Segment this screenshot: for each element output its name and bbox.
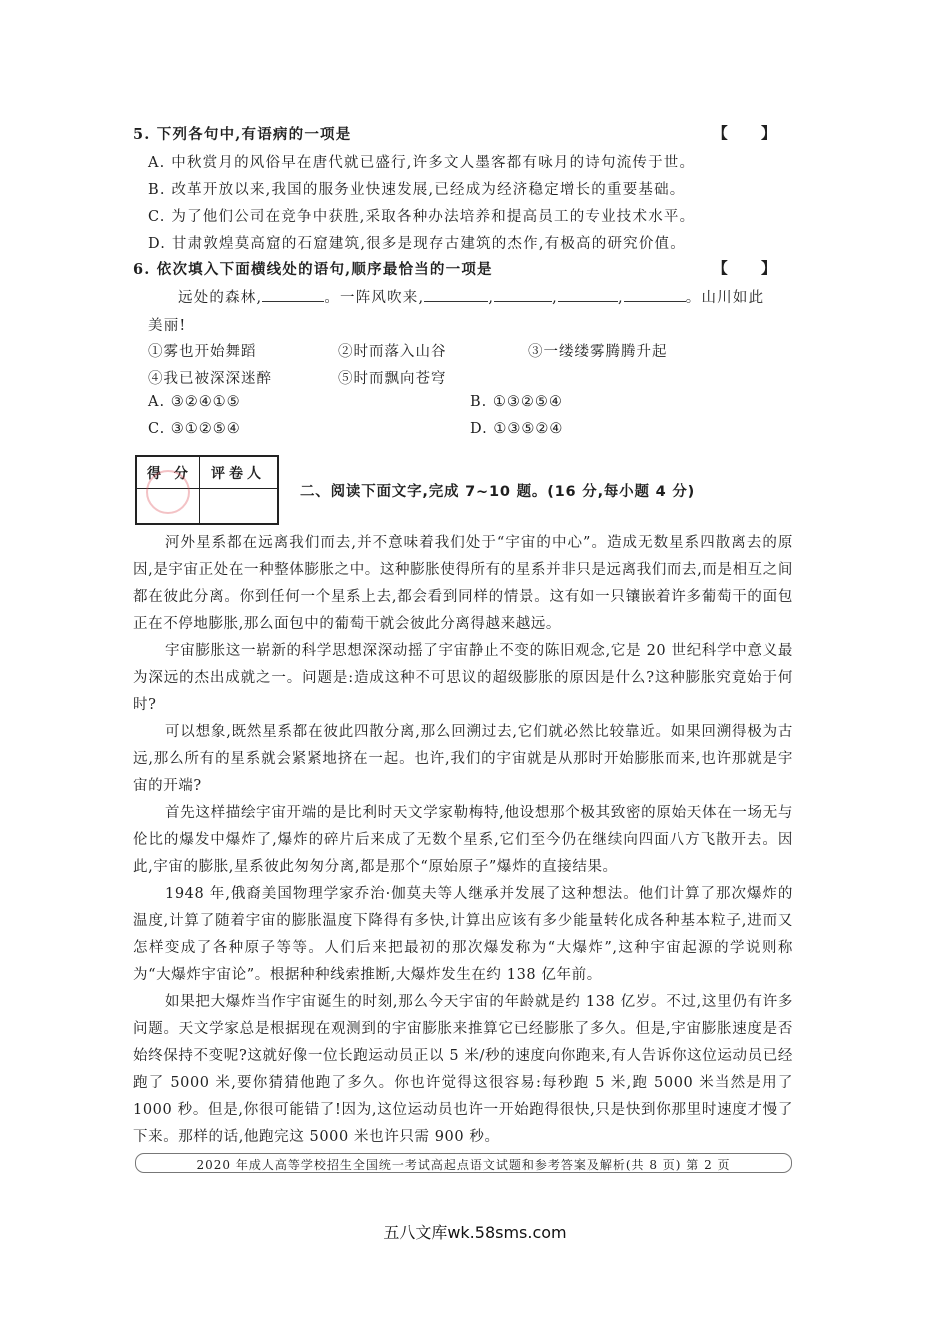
score-box-divider: [199, 457, 200, 523]
q6-answer-bracket: 【 】: [712, 259, 790, 277]
q5-option-d: D. 甘肃敦煌莫高窟的石窟建筑,很多是现存古建筑的杰作,有极高的研究价值。: [148, 236, 686, 252]
q6-item-3: ③一缕缕雾腾腾升起: [528, 344, 668, 360]
q6-item-5: ⑤时而飘向苍穹: [338, 371, 447, 387]
q5-option-b: B. 改革开放以来,我国的服务业快速发展,已经成为经济稳定增长的重要基础。: [148, 182, 686, 198]
q6-choice-c: C. ③①②⑤④: [148, 421, 241, 437]
q6-item-4: ④我已被深深迷醉: [148, 371, 272, 387]
fill-blank: [424, 289, 488, 302]
q5-option-c: C. 为了他们公司在竞争中获胜,采取各种办法培养和提高员工的专业技术水平。: [148, 209, 696, 225]
passage-paragraph: 如果把大爆炸当作宇宙诞生的时刻,那么今天宇宙的年龄就是约 138 亿岁。不过,这里仍有许多问题。天文学家总是根据现在观测到的宇宙膨胀来推算它已经膨胀了多久。但是,宇宙膨胀速度是否始终保持不变呢?这就好像一位长跑运动员正以 5 米/秒的速度向你跑来,有人告诉你这位运动员已经跑了 5000 米,要你猜猜他跑了多久。你也许觉得这很容易:每秒跑 5 米,跑 5000 米当然是用了 1000 秒。但是,你很可能错了!因为,这位运动员也许一开始跑得很快,只是快到你那里时速度才慢了下来。那样的话,他跑完这 5000 米也许只需 900 秒。: [133, 994, 793, 1145]
section-2-title: 二、阅读下面文字,完成 7~10 题。(16 分,每小题 4 分): [300, 484, 696, 500]
q5-answer-bracket: 【 】: [712, 124, 790, 142]
q6-choice-d: D. ①③⑤②④: [470, 421, 564, 437]
q6-item-1: ①雾也开始舞蹈: [148, 344, 257, 360]
site-watermark: 五八文库wk.58sms.com: [383, 1223, 567, 1242]
page-footer: [135, 1153, 792, 1173]
q5-option-a: A. 中秋赏月的风俗早在唐代就已盛行,许多文人墨客都有咏月的诗句流传于世。: [148, 155, 696, 171]
q6-sentence-cont: 美丽!: [148, 318, 187, 334]
reading-passage: [133, 530, 793, 1151]
passage-paragraph: 可以想象,既然星系都在彼此四散分离,那么回溯过去,它们就必然比较靠近。如果回溯得极为古远,那么所有的星系就会紧紧地挤在一起。也许,我们的宇宙就是从那时开始膨胀而来,也许那就是宇宙的开端?: [133, 724, 793, 794]
q6-stem: 6. 依次填入下面横线处的语句,顺序最恰当的一项是: [133, 261, 493, 278]
q6-sentence-mid: 。一阵风吹来,: [324, 290, 425, 306]
fill-blank: [624, 289, 686, 302]
red-stamp: [146, 470, 190, 514]
q6-sentence: 远处的森林, 。一阵风吹来, , , , 。山川如此: [178, 290, 765, 306]
fill-blank: [558, 289, 618, 302]
grader-label: 评卷人: [211, 466, 265, 482]
fill-blank: [494, 289, 552, 302]
passage-paragraph: 1948 年,俄裔美国物理学家乔治·伽莫夫等人继承并发展了这种想法。他们计算了那次爆炸的温度,计算了随着宇宙的膨胀温度下降得有多快,计算出应该有多少能量转化成各种基本粒子,进而又怎样变成了各种原子等等。人们后来把最初的那次爆发称为“大爆炸”,这种宇宙起源的学说则称为“大爆炸宇宙论”。根据种种线索推断,大爆炸发生在约 138 亿年前。: [133, 886, 793, 983]
passage-paragraph: 河外星系都在远离我们而去,并不意味着我们处于“宇宙的中心”。造成无数星系四散离去的原因,是宇宙正处在一种整体膨胀之中。这种膨胀使得所有的星系并非只是远离我们而去,而是相互之间都在彼此分离。你到任何一个星系上去,都会看到同样的情景。这有如一只镶嵌着许多葡萄干的面包正在不停地膨胀,那么面包中的葡萄干就会彼此分离得越来越远。: [133, 535, 793, 632]
fill-blank: [262, 289, 324, 302]
score-label: 得 分: [147, 466, 192, 482]
q6-item-2: ②时而落入山谷: [338, 344, 447, 360]
q6-sentence-start: 远处的森林,: [178, 290, 263, 306]
q5-stem: 5. 下列各句中,有语病的一项是: [133, 126, 352, 143]
q6-sentence-end: 。山川如此: [685, 290, 765, 306]
footer-text: 2020 年成人高等学校招生全国统一考试高起点语文试题和参考答案及解析(共 8 页) 第 2 页: [196, 1157, 731, 1172]
q6-choice-a: A. ③②④①⑤: [148, 394, 241, 410]
passage-paragraph: 宇宙膨胀这一崭新的科学思想深深动摇了宇宙静止不变的陈旧观念,它是 20 世纪科学中意义最为深远的杰出成就之一。问题是:造成这种不可思议的超级膨胀的原因是什么?这种膨胀究竟始于何时?: [133, 643, 793, 713]
passage-paragraph: 首先这样描绘宇宙开端的是比利时天文学家勒梅特,他设想那个极其致密的原始天体在一场无与伦比的爆发中爆炸了,爆炸的碎片后来成了无数个星系,它们至今仍在继续向四面八方飞散开去。因此,宇宙的膨胀,星系彼此匆匆分离,都是那个“原始原子”爆炸的直接结果。: [133, 805, 793, 875]
q6-choice-b: B. ①③②⑤④: [470, 394, 563, 410]
